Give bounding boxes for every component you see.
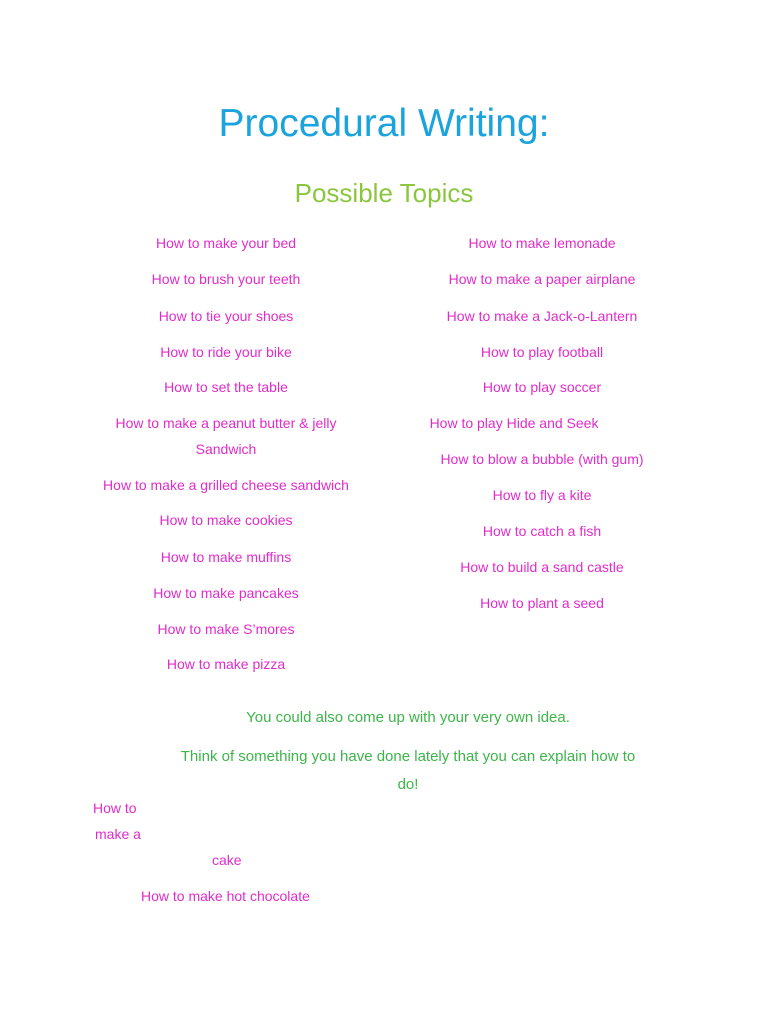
topic-text: How to make a Jack-o-Lantern — [446, 308, 638, 324]
topic-text-continued: make a — [95, 826, 141, 842]
topic-item — [382, 342, 702, 362]
topic-item — [382, 306, 702, 326]
note-text-continued: do! — [397, 776, 419, 793]
topic-item — [66, 306, 386, 326]
topic-item — [66, 583, 386, 603]
extra-topic-item — [141, 883, 310, 909]
topic-text: How to make hot chocolate — [141, 888, 310, 904]
topic-text: How to plant a seed — [480, 595, 604, 611]
topic-item — [66, 547, 386, 567]
topic-item — [382, 449, 702, 469]
topic-text: How to play soccer — [482, 379, 602, 395]
topic-item — [382, 233, 702, 253]
topic-text: How to catch a fish — [482, 523, 602, 539]
topic-text: How to play Hide and Seek — [429, 415, 599, 431]
topic-text: How to — [93, 800, 137, 816]
topic-text: How to make cookies — [159, 512, 293, 528]
topic-item — [354, 413, 674, 433]
topic-item — [66, 619, 386, 639]
note-text: You could also come up with your very own idea. — [246, 709, 570, 726]
explain-note — [158, 743, 658, 799]
topic-text: How to make a paper airplane — [448, 271, 636, 287]
topic-text: How to build a sand castle — [460, 559, 624, 575]
topic-text: How to make a peanut butter & jelly — [115, 415, 337, 431]
topic-text: How to set the table — [164, 379, 288, 395]
topic-text: How to make pizza — [166, 656, 286, 672]
topic-item — [66, 233, 386, 253]
topic-item — [66, 342, 386, 362]
topic-text: How to tie your shoes — [158, 308, 294, 324]
topic-text: How to fly a kite — [492, 487, 592, 503]
topic-item — [382, 269, 702, 289]
topic-item — [382, 593, 702, 613]
topic-text-continued: cake — [212, 852, 242, 868]
page-subtitle: Possible Topics — [294, 178, 474, 208]
topic-item — [66, 654, 386, 674]
topic-text-continued: Sandwich — [195, 441, 257, 457]
page-title: Procedural Writing: — [218, 102, 550, 145]
topic-item — [66, 410, 386, 462]
topic-item — [66, 269, 386, 289]
topic-text: How to blow a bubble (with gum) — [440, 451, 644, 467]
topic-item — [382, 557, 702, 577]
topic-text: How to ride your bike — [160, 344, 292, 360]
topic-item — [66, 510, 386, 530]
topic-text: How to make S’mores — [157, 621, 295, 637]
topic-text: How to play football — [480, 344, 604, 360]
topic-text: How to make a grilled cheese sandwich — [103, 477, 349, 493]
topic-item — [382, 521, 702, 541]
note-text: Think of something you have done lately that you can explain how to — [180, 748, 636, 765]
topic-text: How to brush your teeth — [151, 271, 301, 287]
topic-text: How to make muffins — [160, 549, 292, 565]
topic-text: How to make pancakes — [153, 585, 299, 601]
topic-item — [382, 485, 702, 505]
topic-item — [66, 377, 386, 397]
own-idea-note — [158, 704, 658, 732]
topic-text: How to make lemonade — [468, 235, 616, 251]
topic-text: How to make your bed — [155, 235, 297, 251]
topic-item — [66, 475, 386, 495]
topic-item — [382, 377, 702, 397]
extra-topic-item — [93, 795, 242, 873]
